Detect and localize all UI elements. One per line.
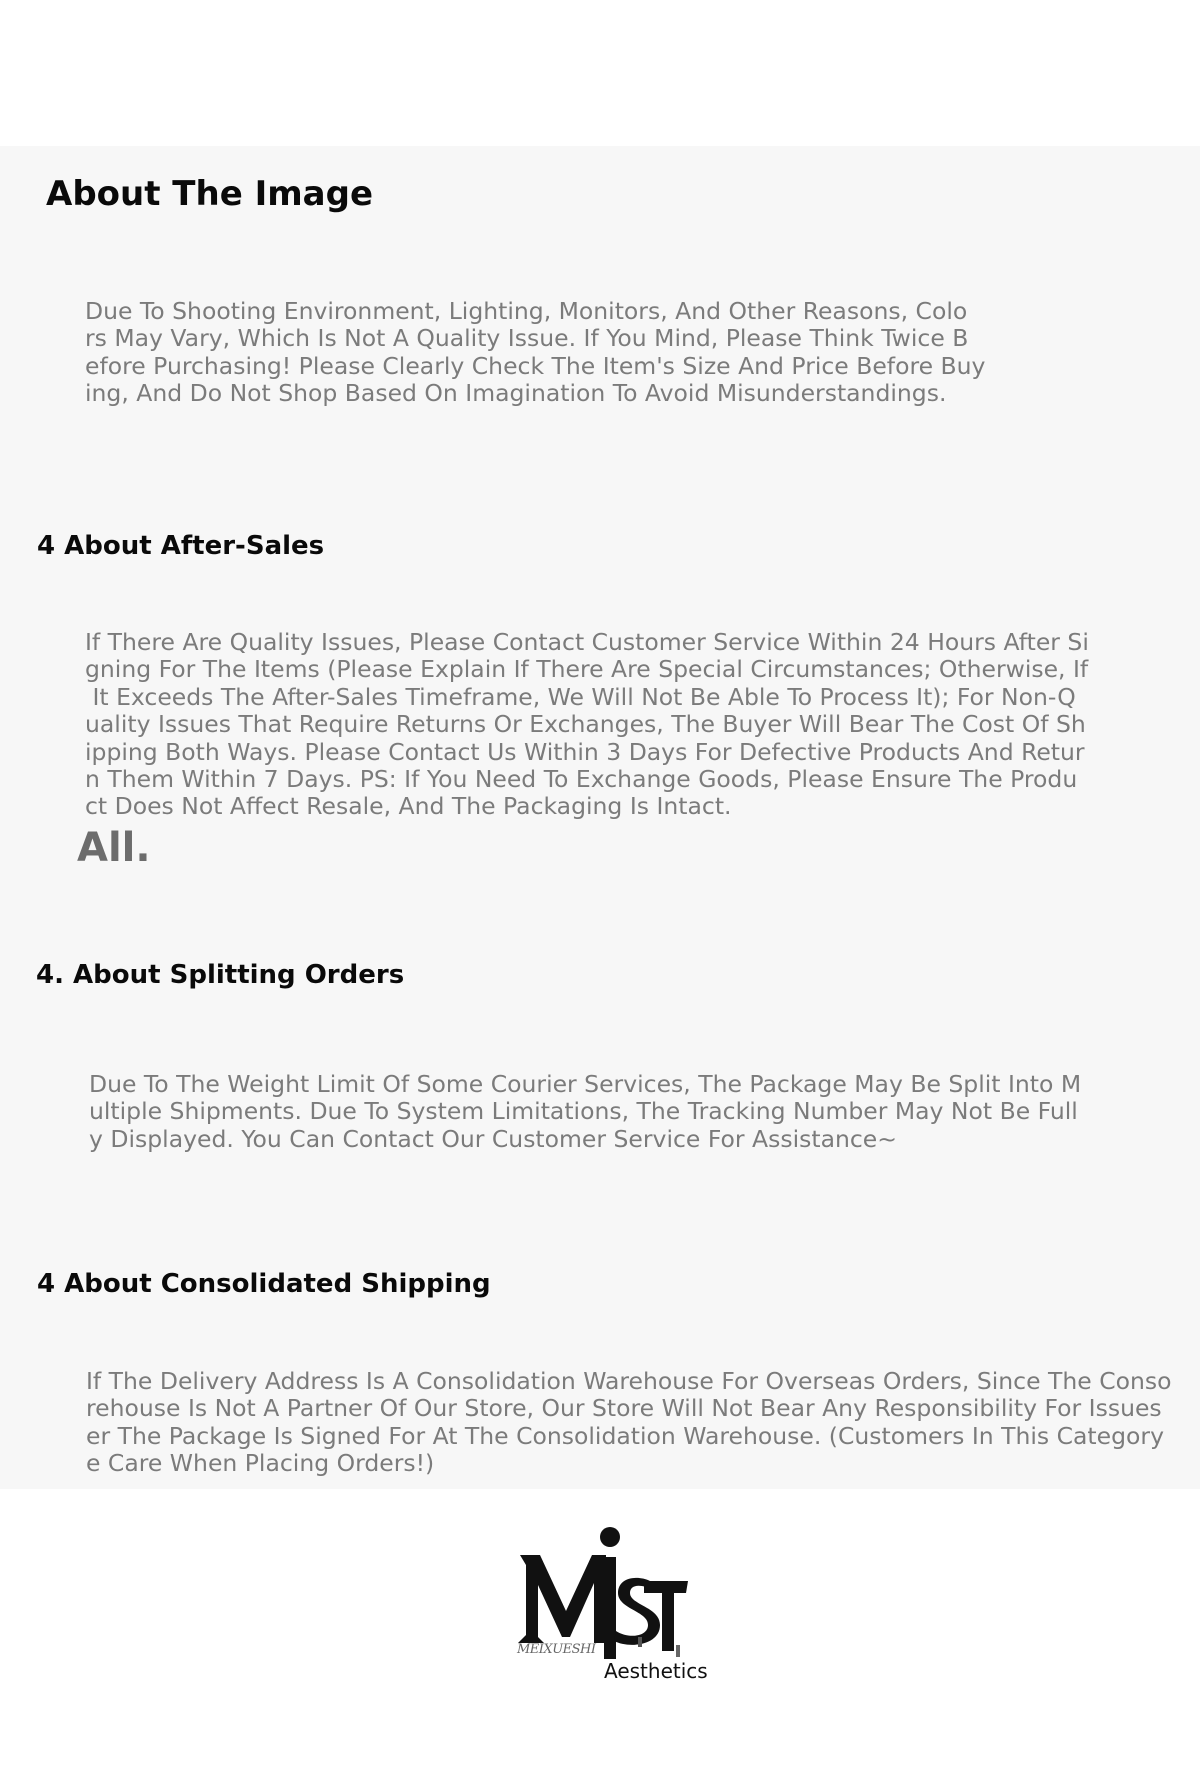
after-sales-heading: 4 About After-Sales xyxy=(37,531,325,561)
brand-tagline: Aesthetics xyxy=(604,1659,708,1683)
about-image-heading: About The Image xyxy=(46,174,374,214)
after-sales-extra-text: All. xyxy=(77,825,151,871)
about-image-text: Due To Shooting Environment, Lighting, Monitors, And Other Reasons, Colo rs May Vary, Which Is Not A Quality Issue. If You Mind, Please Think Twice B efore Purchasing! Please Clearly Check The Item's Size And Price Before Buy ing, And Do Not Shop Based On Imagination To Avoid Misunderstandings. xyxy=(85,298,986,408)
consolidated-shipping-heading: 4 About Consolidated Shipping xyxy=(37,1269,491,1299)
splitting-orders-text: Due To The Weight Limit Of Some Courier Services, The Package May Be Split Into M ultiple Shipments. Due To System Limitations, The Tracking Number May Not Be Full y Displayed. You Can Contact Our Customer Service For Assistance~ xyxy=(89,1071,1082,1153)
consolidated-shipping-text: If The Delivery Address Is A Consolidation Warehouse For Overseas Orders, Since The Conso rehouse Is Not A Partner Of Our Store, Our Store Will Not Bear Any Responsibility For Issues er The Package Is Signed For At The Consolidation Warehouse. (Customers In This Category e Care When Placing Orders!) xyxy=(86,1368,1172,1478)
brand-logo xyxy=(510,1525,710,1695)
after-sales-text: If There Are Quality Issues, Please Contact Customer Service Within 24 Hours After Si gning For The Items (Please Explain If There Are Special Circumstances; Otherwise, If It Exceeds The After-Sales Timeframe, We Will Not Be Able To Process It); For Non-Q uality Issues That Require Returns Or Exchanges, The Buyer Will Bear The Cost Of Sh ipping Both Ways. Please Contact Us Within 3 Days For Defective Products And Retur n Them Within 7 Days. PS: If You Need To Exchange Goods, Please Ensure The Produ ct Does Not Affect Resale, And The Packaging Is Intact. xyxy=(85,629,1089,821)
brand-small-text: MEIXUESHI xyxy=(517,1642,596,1657)
splitting-orders-heading: 4. About Splitting Orders xyxy=(36,960,405,990)
